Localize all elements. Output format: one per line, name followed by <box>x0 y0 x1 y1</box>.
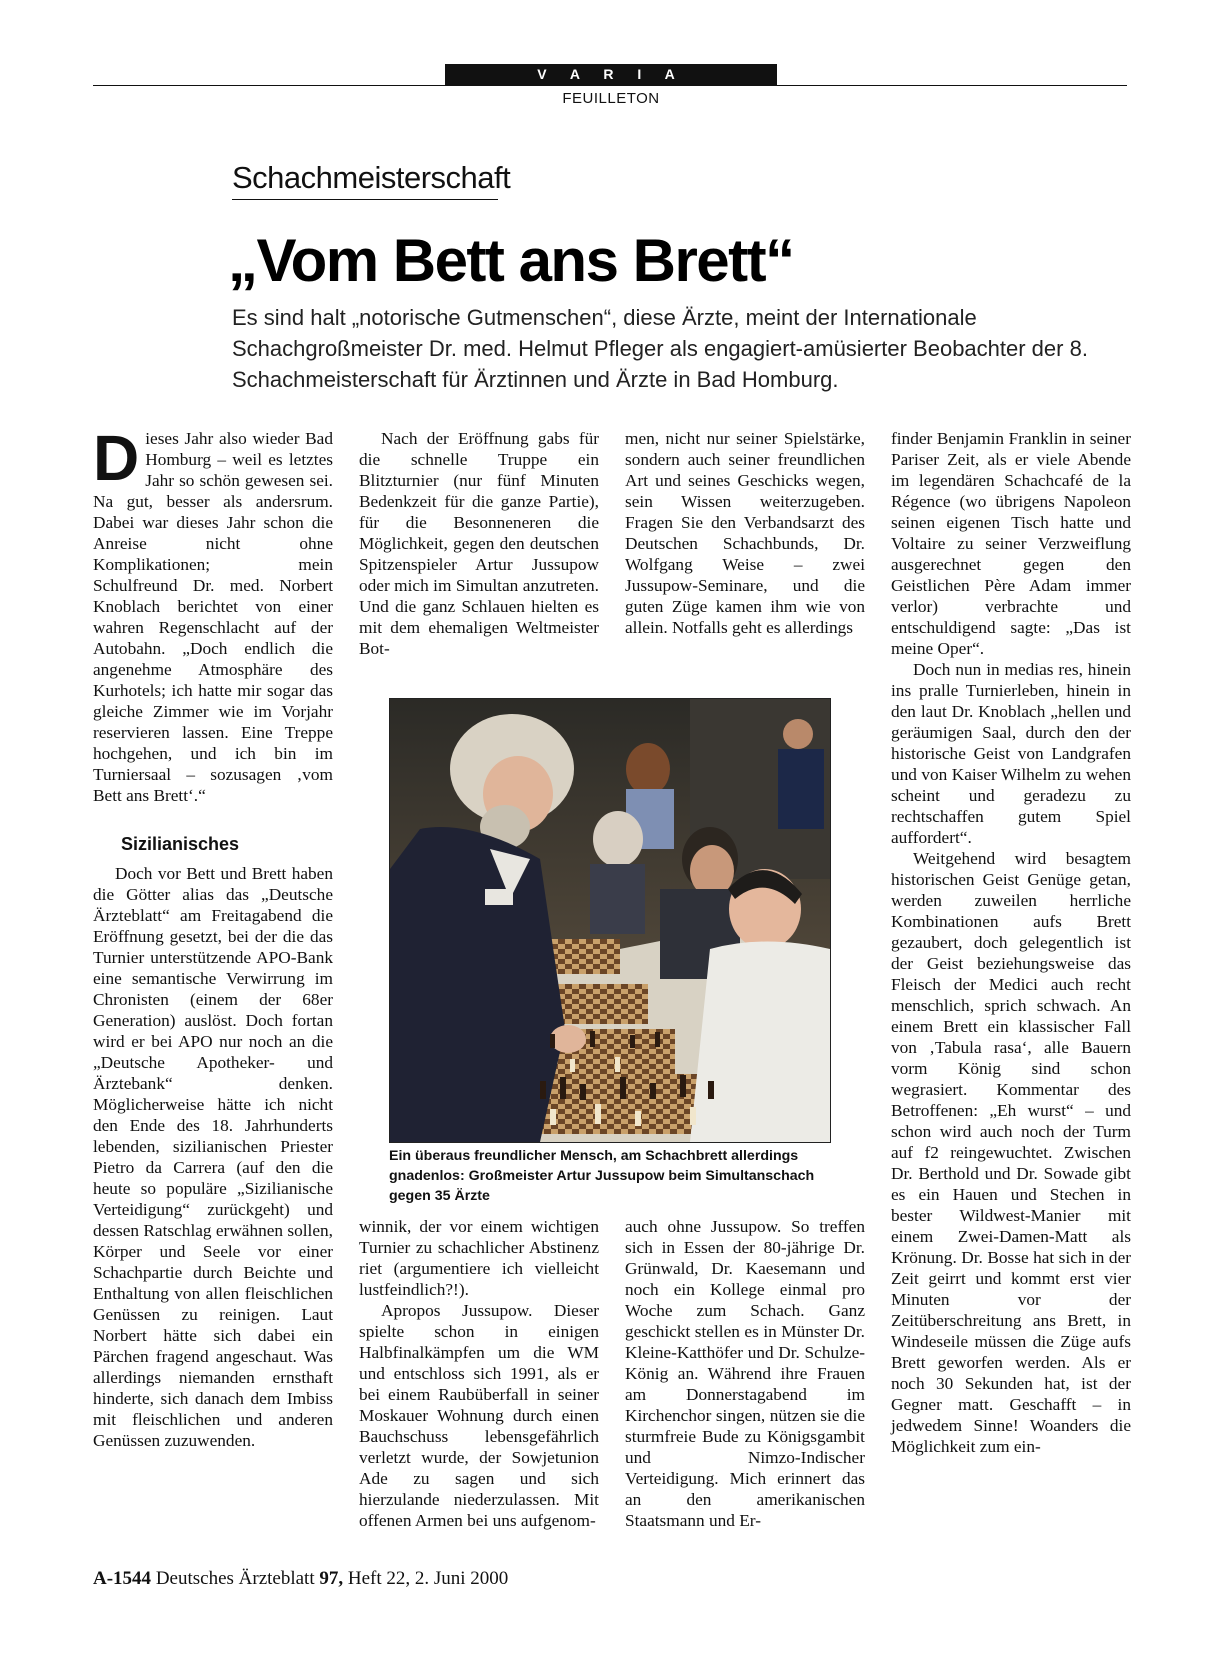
paragraph: finder Benjamin Franklin in seiner Pariser Zeit, als er viele Abende im legendären Schachcafé de la Régence (wo übrigens Napoleon seinen eigenen Tisch hatte und Voltaire zu seiner Verzweiflung ausgerechnet gegen den Geistlichen Père Adam immer verlor) verbrachte und entschuldigend sagte: „Das ist meine Oper“. <box>891 429 1131 658</box>
article-headline: „Vom Bett ans Brett“ <box>228 227 794 294</box>
header-rule <box>93 85 1127 86</box>
paragraph: auch ohne Jussupow. So treffen sich in Essen der 80-jährige Dr. Grünwald, Dr. Kaesemann und noch ein Kollege einmal pro Woche zum Schach. Ganz geschickt stellen es in Münster Dr. Kleine-Katthöfer und Dr. Schulze-König an. Während ihre Frauen am Donnerstagabend im Kirchenchor singen, nützen sie die sturmfreie Bude zu Königsgambit und Nimzo-Indischer Verteidigung. Mich erinnert das an den amerikanischen Staatsmann und Er- <box>625 1217 865 1530</box>
journal-name: Deutsches Ärzteblatt <box>155 1568 315 1589</box>
paragraph <box>93 422 333 806</box>
journal-volume: 97, <box>319 1568 344 1589</box>
paragraph: men, nicht nur seiner Spielstärke, sondern auch seiner freundlichen Art und seines Geschicks wegen, sein Wissen weiterzugeben. Fragen Sie den Verbandsarzt des Deutschen Schachbunds, Dr. Wolfgang Weise – zwei Jussupow-Seminare, und die guten Züge kamen ihm wie von allein. Notfalls geht es allerdings <box>625 429 865 637</box>
chess-simul-photo <box>390 699 830 1142</box>
column-2-bottom <box>359 1216 599 1531</box>
paragraph: winnik, der vor einem wichtigen Turnier zu schachlicher Abstinenz riet (argumentiere ich vielleicht lustfeindlich?!). <box>359 1217 599 1299</box>
column-3-bottom <box>625 1216 865 1531</box>
category-bar: V A R I A <box>445 64 777 85</box>
paragraph: Nach der Eröffnung gabs für die schnelle Truppe ein Blitzturnier (nur fünf Minuten Bedenkzeit für die ganze Partie), für die Besonneneren die Möglichkeit, gegen den deutschen Spitzenspieler Artur Jussupow oder mich im Simultan anzutreten. Und die ganz Schlauen hielten es mit dem ehemaligen Weltmeister Bot- <box>359 429 599 658</box>
article-kicker: Schachmeisterschaft <box>232 160 511 195</box>
section-label: FEUILLETON <box>562 90 660 107</box>
column-1 <box>93 422 333 1451</box>
article-lead: Es sind halt „notorische Gutmenschen“, diese Ärzte, meint der Internationale Schachgroßmeister Dr. med. Helmut Pfleger als engagiert-amüsierter Beobachter der 8. Schachmeisterschaft für Ärztinnen und Ärzte in Bad Homburg. <box>232 305 1088 392</box>
column-4 <box>891 428 1131 1457</box>
drop-cap: D <box>93 422 140 494</box>
article-photo <box>389 698 831 1143</box>
paragraph: Apropos Jussupow. Dieser spielte schon in einigen Halbfinalkämpfen um die WM und entschloss sich 1991, als er bei einem Raubüberfall in seiner Moskauer Wohnung durch einen Bauchschuss lebensgefährlich verletzt wurde, der Sowjetunion Ade zu sagen und sich hierzulande niederzulassen. Mit offenen Armen bei uns aufgenom- <box>359 1301 599 1530</box>
column-3-top <box>625 428 865 638</box>
paragraph: Weitgehend wird besagtem historischen Geist Genüge getan, werden zuweilen herrliche Kombinationen aufs Brett gezaubert, doch gelegentlich ist der Geist beziehungsweise das Fleisch der Medici auch recht menschlich, sprich schwach. An einem Brett ein klassischer Fall von ‚Tabula rasa‘, alle Bauern vorm König sind schon wegrasiert. Kommentar des Betroffenen: „Eh wurst“ – und schon wird auch noch der Turm auf f2 reingewuchtet. Zwischen Dr. Berthold und Dr. Sowade gibt es ein Hauen und Stechen in bester Wildwest-Manier mit einem Zwei-Damen-Matt als Krönung. Dr. Bosse hat sich in der Zeit geirrt und kommt erst vier Minuten vor der Zeitüberschreitung ans Brett, in Windeseile müssen die Züge aufs Brett geworfen werden. Als er noch 30 Sekunden hat, ist der Gegner matt. Geschafft – in jedwedem Sinne! Woanders die Möglichkeit zum ein- <box>891 849 1131 1456</box>
paragraph: Doch vor Bett und Brett haben die Götter alias das „Deutsche Ärzteblatt“ am Freitagabend die Eröffnung gesetzt, bei der die das Turnier unterstützende APO-Bank eine semantische Verwirrung im Chronisten (einem der 68er Generation) auslöst. Doch fortan wird er bei APO nur noch an die „Deutsche Apotheker- und Ärztebank“ denken. Möglicherweise hätte ich nicht den Ende des 18. Jahrhunderts lebenden, sizilianischen Priester Pietro da Carrera (auf den die heute so populäre „Sizilianische Verteidigung“ zurückgeht) und dessen Ratschlag erwähnen sollen, Körper und Seele vor einer Schachpartie durch Beichte und Enthaltung von allen fleischlichen Genüssen zu reinigen. Laut Norbert hätte sich dabei ein Pärchen fragend angeschaut. Was allerdings niemanden ernsthaft hinderte, sich danach dem Imbiss mit fleischlichen und anderen Genüssen zuzuwenden. <box>93 864 333 1450</box>
kicker-underline <box>232 199 498 200</box>
paragraph-text: ieses Jahr also wieder Bad Homburg – weil es letztes Jahr so schön gewesen sei. Na gut, besser als andersrum. Dabei war dieses Jahr schon die Anreise nicht ohne Komplikationen; mein Schulfreund Dr. med. Norbert Knoblach berichtet von einer wahren Regenschlacht auf der Autobahn. „Doch endlich die angenehme Atmosphäre des Kurhotels; ich hatte mir sogar das gleiche Zimmer wie im Vorjahr reservieren lassen. Eine Treppe hochgehen, und ich bin im Turniersaal – sozusagen ‚vom Bett ans Brett‘.“ <box>93 429 333 805</box>
subheading: Sizilianisches <box>121 834 240 854</box>
column-2-top <box>359 428 599 659</box>
photo-caption: Ein überaus freundlicher Mensch, am Schachbrett allerdings gnadenlos: Großmeister Artur Jussupow beim Simultanschach gegen 35 Ärzte <box>389 1148 815 1204</box>
journal-issue: Heft 22, 2. Juni 2000 <box>347 1568 509 1589</box>
page-number: A-1544 <box>93 1568 152 1589</box>
page-footer <box>93 1568 508 1590</box>
paragraph: Doch nun in medias res, hinein ins pralle Turnierleben, hinein in den laut Dr. Knoblach „hellen und geräumigen Saal, durch den der historische Geist von Landgrafen und von Kaiser Wilhelm zu wehen scheint und geradezu zu rechtschaffen gutem Spiel auffordert“. <box>891 660 1131 847</box>
